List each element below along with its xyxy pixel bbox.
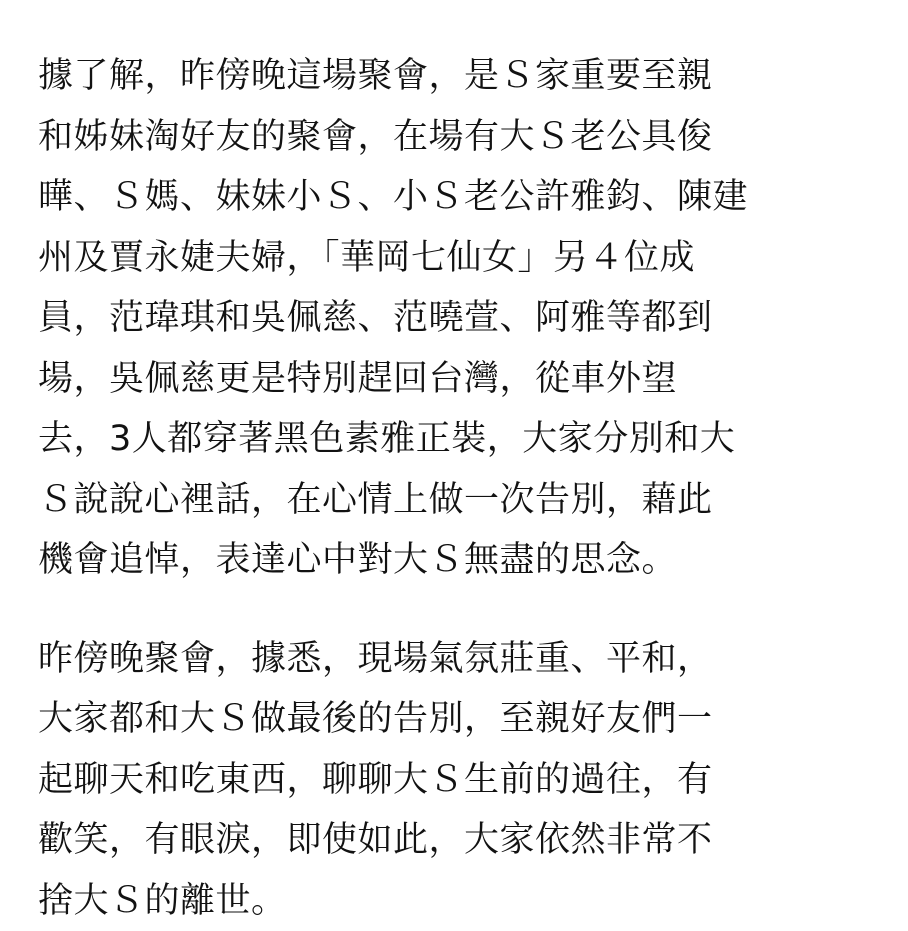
text-line: 去，3人都穿著黑色素雅正裝，大家分別和大 bbox=[38, 409, 888, 470]
text-line: 州及賈永婕夫婦，「華岡七仙女」另４位成 bbox=[38, 228, 888, 289]
text-line: 昨傍晚聚會，據悉，現場氣氛莊重、平和， bbox=[38, 629, 888, 690]
text-line: 曄、Ｓ媽、妹妹小Ｓ、小Ｓ老公許雅鈞、陳建 bbox=[38, 167, 888, 228]
text-line: 據了解，昨傍晚這場聚會，是Ｓ家重要至親 bbox=[38, 46, 888, 107]
text-line: 歡笑，有眼淚，即使如此，大家依然非常不 bbox=[38, 810, 888, 871]
paragraph-2 bbox=[38, 629, 888, 931]
text-line: 員，范瑋琪和吳佩慈、范曉萱、阿雅等都到 bbox=[38, 288, 888, 349]
article-body bbox=[38, 46, 888, 931]
text-line: 場，吳佩慈更是特別趕回台灣，從車外望 bbox=[38, 349, 888, 410]
text-line: 捨大Ｓ的離世。 bbox=[38, 871, 888, 931]
text-line: 起聊天和吃東西，聊聊大Ｓ生前的過往，有 bbox=[38, 750, 888, 811]
paragraph-spacer bbox=[38, 591, 888, 629]
text-line: Ｓ說說心裡話，在心情上做一次告別，藉此 bbox=[38, 470, 888, 531]
paragraph-1 bbox=[38, 46, 888, 591]
text-line: 機會追悼，表達心中對大Ｓ無盡的思念。 bbox=[38, 530, 888, 591]
text-line: 和姊妹淘好友的聚會，在場有大Ｓ老公具俊 bbox=[38, 107, 888, 168]
text-line: 大家都和大Ｓ做最後的告別，至親好友們一 bbox=[38, 689, 888, 750]
